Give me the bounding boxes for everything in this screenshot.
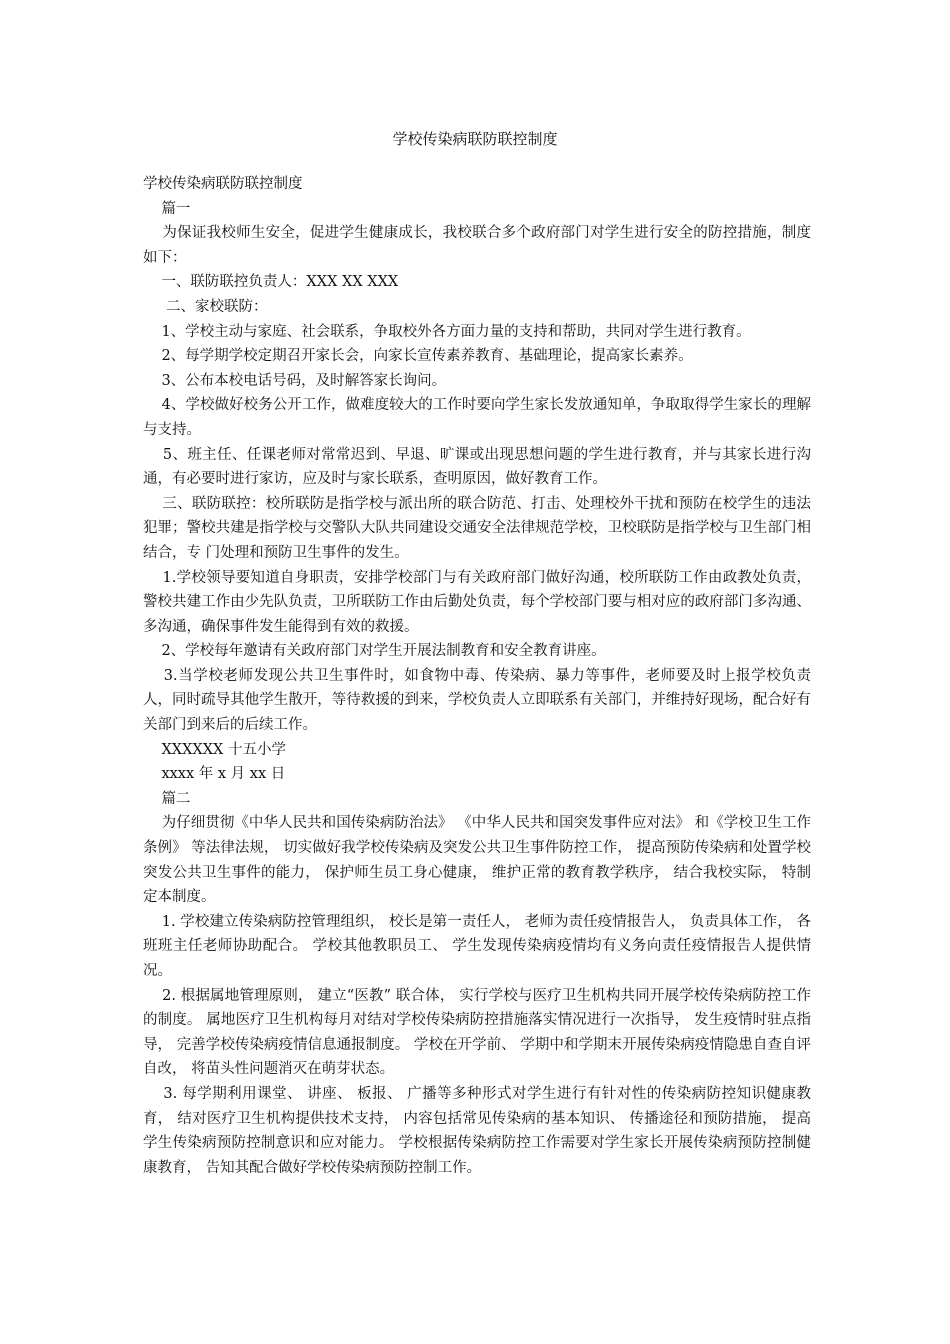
- section-heading-part-one: 篇一: [143, 200, 191, 217]
- part-two-item-3: 3. 每学期利用课堂、 讲座、 板报、 广播等多种形式对学生进行有针对性的传染病防控知识健康教育， 结对医疗卫生机构提供技术支持， 内容包括常见传染病的基本知识、 传播途径和预防措施， 提高学生传染病预防控制意识和应对能力。 学校根据传染病防控工作需要对学生家长开展传染病预防控制健康教育， 告知其配合做好学校传染病预防控制工作。: [143, 1085, 811, 1176]
- home-school-item-2: 2、每学期学校定期召开家长会，向家长宣传素养教育、基础理论，提高家长素养。: [143, 348, 693, 365]
- home-school-item-4: 4、学校做好校务公开工作，做难度较大的工作时要向学生家长发放通知单，争取取得学生家长的理解与支持。: [143, 397, 811, 438]
- part-two-intro: 为仔细贯彻《中华人民共和国传染病防治法》 《中华人民共和国突发事件应对法》 和《学校卫生工作条例》 等法律法规， 切实做好我学校传染病及突发公共卫生事件防控工作， 提高预防传染病和处置学校突发公共卫生事件的能力， 保护师生员工身心健康， 维护正常的教育教学秩序， 结合我校实际， 特制定本制度。: [143, 815, 812, 906]
- home-school-heading: 二、家校联防：: [143, 298, 268, 315]
- intro-paragraph: 为保证我校师生安全，促进学生健康成长，我校联合多个政府部门对学生进行安全的防控措施，制度如下：: [143, 225, 811, 266]
- joint-control-paragraph: 三、联防联控：校所联防是指学校与派出所的联合防范、打击、处理校外干扰和预防在校学生的违法犯罪；警校共建是指学校与交警队大队共同建设交通安全法律规范学校，卫校联防是指学校与卫生部门相结合，专 门处理和预防卫生事件的发生。: [143, 495, 811, 561]
- subtitle-paragraph: 学校传染病联防联控制度: [143, 176, 303, 192]
- home-school-item-5: 5、班主任、任课老师对常常迟到、早退、旷课或出现思想问题的学生进行教育，并与其家长进行沟通，有必要时进行家访，应及时与家长联系，查明原因，做好教育工作。: [143, 446, 811, 488]
- part-two-item-2: 2. 根据属地管理原则， 建立“医教” 联合体， 实行学校与医疗卫生机构共同开展学校传染病防控工作的制度。 属地医疗卫生机构每月对结对学校传染病防控措施落实情况进行一次指导， 发生疫情时驻点指导， 完善学校传染病疫情信息通报制度。 学校在开学前、 学期中和学期末开展传染病疫情隐患自查自评自改， 将苗头性问题消灭在萌芽状态。: [143, 987, 812, 1078]
- joint-control-item-2: 2、学校每年邀请有关政府部门对学生开展法制教育和安全教育讲座。: [143, 643, 606, 660]
- section-heading-part-two: 篇二: [143, 790, 191, 807]
- document-body: [143, 172, 811, 1180]
- school-signature: XXXXXX 十五小学: [143, 741, 286, 758]
- responsible-person-paragraph: 一、联防联控负责人：XXX XX XXX: [143, 274, 399, 291]
- home-school-item-1: 1、学校主动与家庭、社会联系，争取校外各方面力量的支持和帮助，共同对学生进行教育。: [143, 323, 751, 340]
- joint-control-item-3: 3.当学校老师发现公共卫生事件时，如食物中毒、传染病、暴力等事件，老师要及时上报学校负责人，同时疏导其他学生散开，等待救援的到来，学校负责人立即联系有关部门，并维持好现场，配合好有关部门到来后的后续工作。: [143, 667, 811, 734]
- document-title: 学校传染病联防联控制度: [392, 130, 558, 148]
- home-school-item-3: 3、公布本校电话号码，及时解答家长询问。: [143, 372, 447, 389]
- joint-control-item-1: 1.学校领导要知道自身职责，安排学校部门与有关政府部门做好沟通，校所联防工作由政教处负责，警校共建工作由少先队负责，卫所联防工作由后勤处负责，每个学校部门要与相对应的政府部门多沟通、多沟通，确保事件发生能得到有效的救援。: [143, 569, 811, 635]
- part-two-item-1: 1. 学校建立传染病防控管理组织， 校长是第一责任人， 老师为责任疫情报告人， 负责具体工作， 各班班主任老师协助配合。 学校其他教职员工、 学生发现传染病疫情均有义务向责任疫情报告人提供情况。: [143, 913, 811, 979]
- signature-date: xxxx 年 x 月 xx 日: [143, 766, 286, 783]
